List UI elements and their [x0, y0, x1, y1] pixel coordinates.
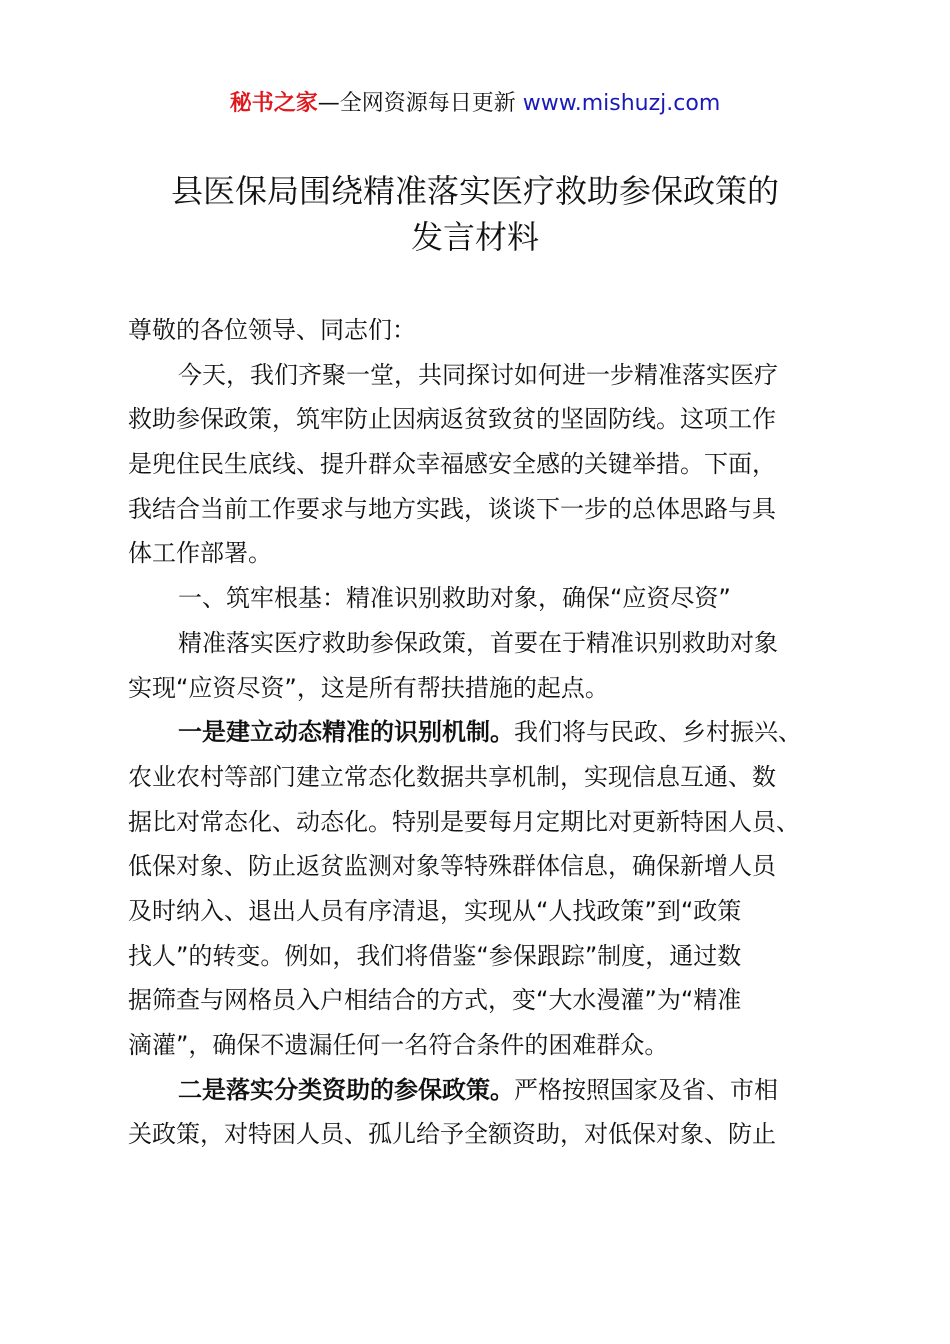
paragraph-text: 严格按照国家及省、市相 [514, 1075, 778, 1104]
paragraph-line: 精准落实医疗救助参保政策，首要在于精准识别救助对象 [178, 628, 778, 657]
paragraph-line: 实现“应资尽资”，这是所有帮扶措施的起点。 [128, 673, 609, 702]
paragraph-line [128, 710, 848, 755]
paragraph-line: 据筛查与网格员入户相结合的方式，变“大水漫灌”为“精准 [128, 986, 742, 1015]
paragraph-line: 低保对象、防止返贫监测对象等特殊群体信息，确保新增人员 [128, 852, 776, 881]
paragraph-line: 是兜住民生底线、提升群众幸福感安全感的关键举措。下面， [128, 450, 776, 479]
paragraph-line: 滴灌”，确保不遗漏任何一名符合条件的困难群众。 [128, 1031, 669, 1059]
paragraph-line [128, 1068, 848, 1113]
site-url-link[interactable]: www.mishuzj.com [522, 91, 721, 116]
paragraph-line: 及时纳入、退出人员有序清退，实现从“人找政策”到“政策 [128, 896, 742, 925]
paragraph-line: 我结合当前工作要求与地方实践，谈谈下一步的总体思路与具 [128, 494, 776, 523]
paragraph-line: 农业农村等部门建立常态化数据共享机制，实现信息互通、数 [128, 762, 776, 791]
title-line-1: 县医保局围绕精准落实医疗救助参保政策的 [170, 172, 779, 210]
paragraph-line: 关政策，对特困人员、孤儿给予全额资助，对低保对象、防止 [128, 1120, 776, 1149]
site-brand: 秘书之家 [229, 91, 318, 116]
paragraph-line: 体工作部署。 [128, 539, 272, 568]
paragraph-line: 据比对常态化、动态化。特别是要每月定期比对更新特困人员、 [128, 807, 800, 836]
site-header [0, 88, 950, 120]
paragraph-line: 今天，我们齐聚一堂，共同探讨如何进一步精准落实医疗 [178, 360, 778, 389]
subheading-bold: 一是建立动态精准的识别机制。 [178, 718, 514, 747]
document-body [128, 308, 848, 1157]
document-title [100, 168, 850, 260]
title-line-2: 发言材料 [410, 218, 539, 256]
subheading-bold: 二是落实分类资助的参保政策。 [178, 1075, 514, 1104]
paragraph-line: 找人”的转变。例如，我们将借鉴“参保跟踪”制度，通过数 [128, 941, 742, 970]
salutation: 尊敬的各位领导、同志们： [128, 316, 416, 344]
paragraph-line: 救助参保政策，筑牢防止因病返贫致贫的坚固防线。这项工作 [128, 405, 776, 434]
paragraph-text: 我们将与民政、乡村振兴、 [514, 718, 802, 747]
section-heading: 一、筑牢根基：精准识别救助对象，确保“应资尽资” [178, 584, 731, 613]
site-slogan: —全网资源每日更新 [317, 91, 523, 116]
